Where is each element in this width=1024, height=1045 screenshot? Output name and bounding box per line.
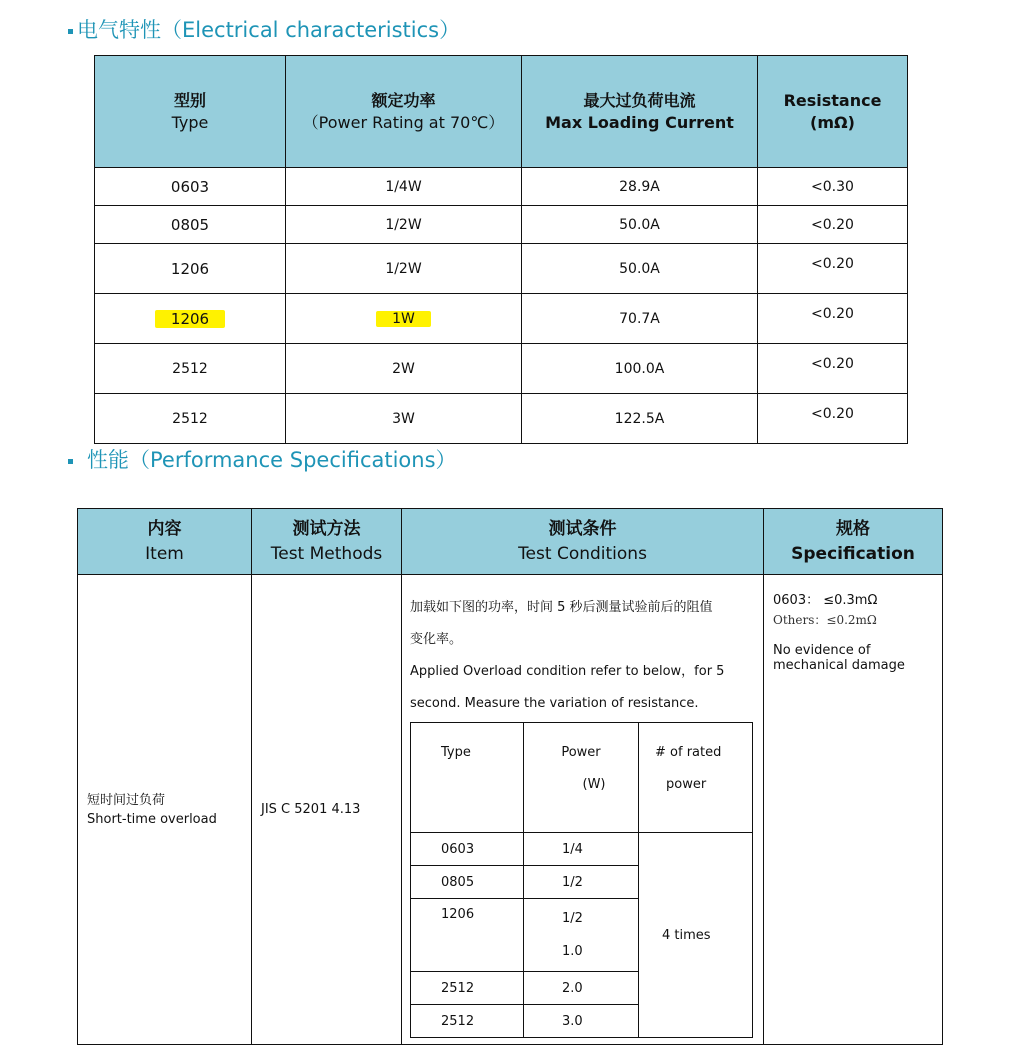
sub-cell-power: 3.0 <box>524 1005 639 1038</box>
table-row <box>95 168 908 206</box>
table-header-row <box>78 509 943 575</box>
cell-current: 50.0A <box>522 206 758 244</box>
cell-specification <box>764 575 943 1045</box>
sub-header-rated: # of rated power <box>639 723 753 833</box>
cell-power <box>286 294 522 344</box>
header-max-current: 最大过负荷电流 Max Loading Current <box>522 56 758 168</box>
subtable-header-row <box>411 723 753 833</box>
sub-cell-power: 1/4 <box>524 833 639 866</box>
sub-cell-type: 1206 <box>411 899 524 972</box>
cell-type: 0805 <box>95 206 286 244</box>
cell-test-conditions <box>402 575 764 1045</box>
cell-resistance: <0.20 <box>758 244 908 294</box>
electrical-table <box>94 55 908 444</box>
cell-resistance: <0.20 <box>758 344 908 394</box>
spec-line: Others：≤0.2mΩ <box>773 613 877 627</box>
sub-header-power: Power (W) <box>524 723 639 833</box>
condition-text: second. Measure the variation of resistance. <box>410 696 699 711</box>
table-row <box>95 344 908 394</box>
cell-current: 122.5A <box>522 394 758 444</box>
condition-text: 加载如下图的功率，时间 5 秒后测量试验前后的阻值 <box>410 600 713 615</box>
table-row-highlighted <box>95 294 908 344</box>
header-resistance: Resistance (mΩ) <box>758 56 908 168</box>
cell-current: 50.0A <box>522 244 758 294</box>
spec-line: 0603： ≤0.3mΩ <box>773 593 878 608</box>
header-item: 内容 Item <box>78 509 252 575</box>
table-row <box>78 575 943 1045</box>
sub-cell-power: 2.0 <box>524 972 639 1005</box>
cell-test-method: JIS C 5201 4.13 <box>252 575 402 1045</box>
header-power-rating: 额定功率 （Power Rating at 70℃） <box>286 56 522 168</box>
cell-power: 2W <box>286 344 522 394</box>
performance-table <box>77 508 943 1045</box>
sub-cell-type: 0805 <box>411 866 524 899</box>
subtable-row <box>411 833 753 866</box>
table-row <box>95 206 908 244</box>
table-row <box>95 394 908 444</box>
performance-section-title: 性能（Performance Specifications） <box>68 444 457 474</box>
sub-header-type: Type <box>411 723 524 833</box>
sub-cell-type: 2512 <box>411 1005 524 1038</box>
highlight-mark: 1W <box>376 311 431 327</box>
electrical-section-title: 电气特性（Electrical characteristics） <box>68 14 460 44</box>
cell-power: 3W <box>286 394 522 444</box>
header-specification: 规格 Specification <box>764 509 943 575</box>
highlight-mark: 1206 <box>155 310 225 328</box>
cell-power: 1/4W <box>286 168 522 206</box>
condition-text: Applied Overload condition refer to below，for 5 <box>410 664 725 679</box>
condition-text: 变化率。 <box>410 632 463 647</box>
bullet-icon <box>68 459 73 464</box>
cell-power: 1/2W <box>286 244 522 294</box>
cell-current: 70.7A <box>522 294 758 344</box>
sub-cell-rated: 4 times <box>639 833 753 1038</box>
cell-type: 2512 <box>95 394 286 444</box>
cell-current: 100.0A <box>522 344 758 394</box>
table-header-row <box>95 56 908 168</box>
cell-current: 28.9A <box>522 168 758 206</box>
sub-cell-power: 1/2 <box>524 866 639 899</box>
header-test-methods: 测试方法 Test Methods <box>252 509 402 575</box>
table-row <box>95 244 908 294</box>
sub-cell-type: 0603 <box>411 833 524 866</box>
cell-resistance: <0.20 <box>758 394 908 444</box>
cell-resistance: <0.30 <box>758 168 908 206</box>
spec-line: mechanical damage <box>773 658 905 673</box>
cell-type: 0603 <box>95 168 286 206</box>
cell-type: 1206 <box>95 244 286 294</box>
overload-subtable <box>410 722 753 1038</box>
cell-type: 2512 <box>95 344 286 394</box>
cell-resistance: <0.20 <box>758 206 908 244</box>
bullet-icon <box>68 29 73 34</box>
spec-line: No evidence of <box>773 643 871 658</box>
cell-item: 短时间过负荷 Short-time overload <box>78 575 252 1045</box>
sub-cell-type: 2512 <box>411 972 524 1005</box>
cell-type <box>95 294 286 344</box>
cell-power: 1/2W <box>286 206 522 244</box>
cell-resistance: <0.20 <box>758 294 908 344</box>
header-type: 型别 Type <box>95 56 286 168</box>
sub-cell-power: 1/2 1.0 <box>524 899 639 972</box>
header-test-conditions: 测试条件 Test Conditions <box>402 509 764 575</box>
